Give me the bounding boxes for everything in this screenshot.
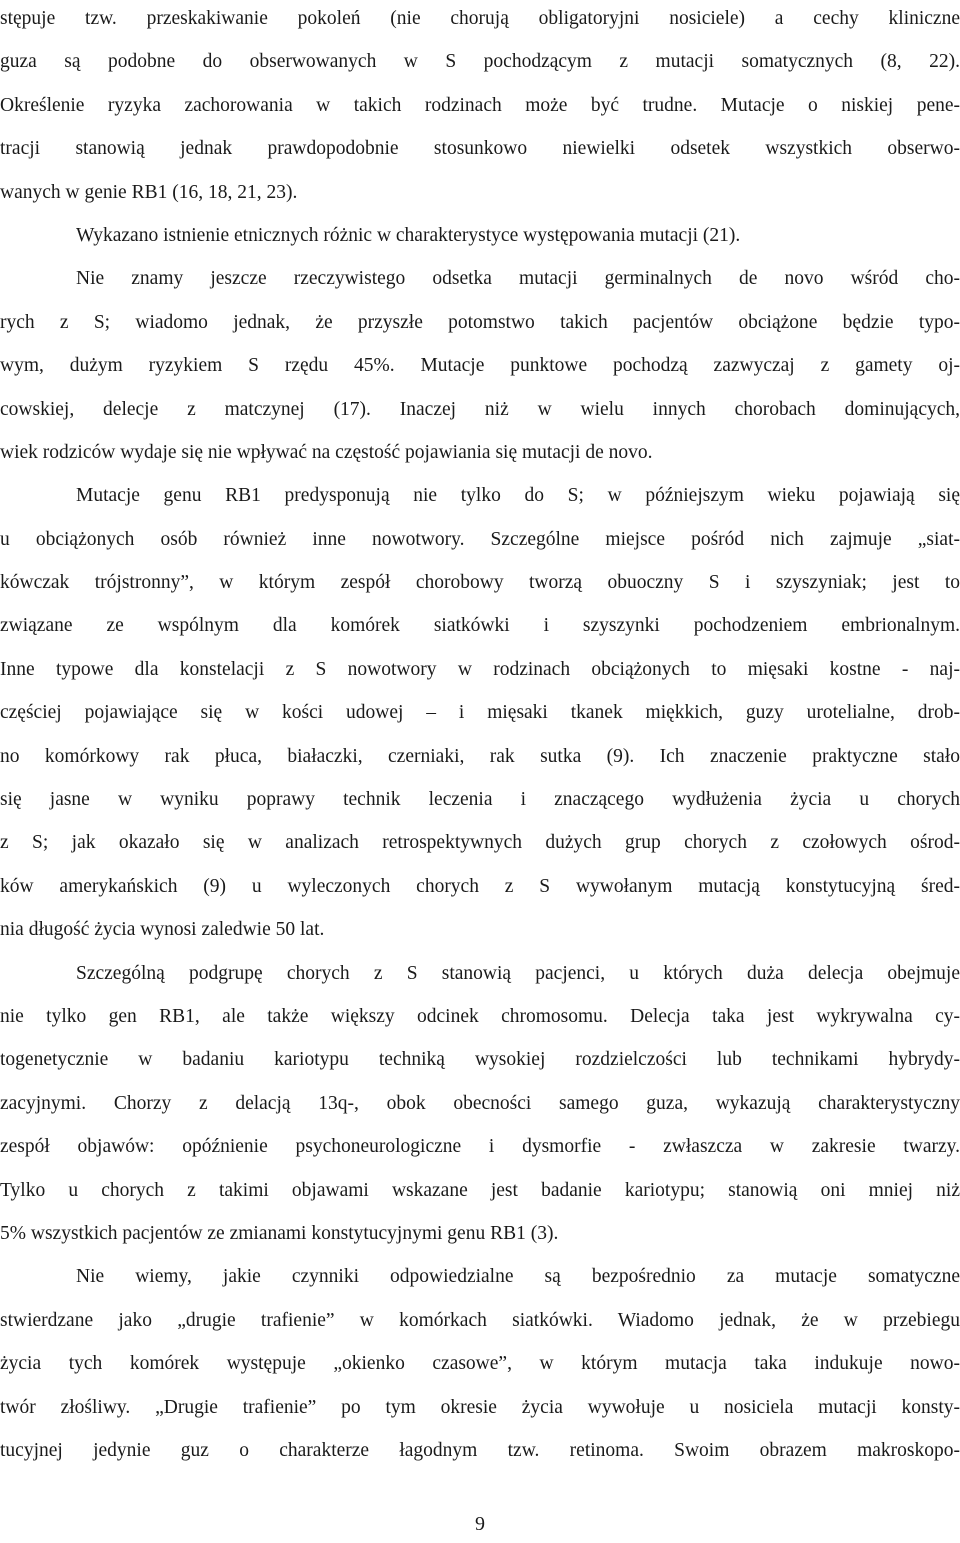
- text-line: Mutacje genu RB1 predysponują nie tylko do S; w późniejszym wieku pojawiają się: [76, 485, 960, 507]
- text-line: tucyjnej jedynie guz o charakterze łagodnym tzw. retinoma. Swoim obrazem makroskopo-: [0, 1439, 960, 1461]
- text-line: życia tych komórek występuje „okienko czasowe”, w którym mutacja taka indukuje nowo-: [0, 1353, 960, 1375]
- text-line: nie tylko gen RB1, ale także większy odcinek chromosomu. Delecja taka jest wykrywalna cy-: [0, 1005, 960, 1027]
- text-line: kówczak trójstronny”, w którym zespół chorobowy tworzą obuoczny S i szyszyniak; jest to: [0, 572, 960, 594]
- text-line: no komórkowy rak płuca, białaczki, czerniaki, rak sutka (9). Ich znaczenie praktyczne stało: [0, 745, 960, 767]
- text-line: stwierdzane jako „drugie trafienie” w komórkach siatkówki. Wiadomo jednak, że w przebiegu: [0, 1309, 960, 1331]
- text-line: wym, dużym ryzykiem S rzędu 45%. Mutacje punktowe pochodzą zazwyczaj z gamety oj-: [0, 355, 960, 377]
- text-line: Nie wiemy, jakie czynniki odpowiedzialne są bezpośrednio za mutacje somatyczne: [76, 1266, 960, 1288]
- text-line: wiek rodziców wydaje się nie wpływać na częstość pojawiania się mutacji de novo.: [0, 441, 653, 463]
- text-line: wanych w genie RB1 (16, 18, 21, 23).: [0, 181, 298, 203]
- text-line: u obciążonych osób również inne nowotwory. Szczególne miejsce pośród nich zajmuje „siat-: [0, 528, 960, 550]
- text-line: 5% wszystkich pacjentów ze zmianami konstytucyjnymi genu RB1 (3).: [0, 1222, 559, 1244]
- text-line: Wykazano istnienie etnicznych różnic w charakterystyce występowania mutacji (21).: [76, 224, 741, 246]
- text-line: Nie znamy jeszcze rzeczywistego odsetka mutacji germinalnych de novo wśród cho-: [76, 268, 960, 290]
- text-line: Szczególną podgrupę chorych z S stanowią pacjenci, u których duża delecja obejmuje: [76, 962, 960, 984]
- text-line: stępuje tzw. przeskakiwanie pokoleń (nie chorują obligatoryjni nosiciele) a cechy kliniczne: [0, 8, 960, 29]
- text-line: togenetycznie w badaniu kariotypu techniką wysokiej rozdzielczości lub technikami hybrydy-: [0, 1049, 960, 1071]
- page-number: 9: [475, 1513, 485, 1535]
- text-line: Inne typowe dla konstelacji z S nowotwory w rodzinach obciążonych to mięsaki kostne - naj-: [0, 658, 960, 680]
- text-line: zacyjnymi. Chorzy z delacją 13q-, obok obecności samego guza, wykazują charakterystyczny: [0, 1092, 960, 1114]
- text-line: guza są podobne do obserwowanych w S pochodzącym z mutacji somatycznych (8, 22).: [0, 51, 960, 73]
- text-line: zespół objawów: opóźnienie psychoneurologiczne i dysmorfie - zwłaszcza w zakresie twarzy.: [0, 1136, 960, 1158]
- text-line: związane ze wspólnym dla komórek siatkówki i szyszynki pochodzeniem embrionalnym.: [0, 615, 960, 637]
- text-line: częściej pojawiające się w kości udowej – i mięsaki tkanek miękkich, guzy urotelialne, drob-: [0, 702, 960, 724]
- text-line: z S; jak okazało się w analizach retrospektywnych dużych grup chorych z czołowych ośrod-: [0, 832, 960, 854]
- text-line: ków amerykańskich (9) u wyleczonych chorych z S wywołanym mutacją konstytucyjną śred-: [0, 875, 960, 897]
- text-line: twór złośliwy. „Drugie trafienie” po tym okresie życia wywołuje u nosiciela mutacji konsty-: [0, 1396, 960, 1418]
- text-line: Tylko u chorych z takimi objawami wskazane jest badanie kariotypu; stanowią oni mniej niż: [0, 1179, 960, 1201]
- text-line: nia długość życia wynosi zaledwie 50 lat.: [0, 919, 325, 941]
- text-line: cowskiej, delecje z matczynej (17). Inaczej niż w wielu innych chorobach dominujących,: [0, 398, 960, 420]
- text-line: Określenie ryzyka zachorowania w takich rodzinach może być trudne. Mutacje o niskiej pene-: [0, 94, 960, 116]
- text-line: się jasne w wyniku poprawy technik leczenia i znaczącego wydłużenia życia u chorych: [0, 789, 960, 811]
- text-line: rych z S; wiadomo jednak, że przyszłe potomstwo takich pacjentów obciążone będzie typo-: [0, 311, 960, 333]
- text-line: tracji stanowią jednak prawdopodobnie stosunkowo niewielki odsetek wszystkich obserwo-: [0, 138, 960, 160]
